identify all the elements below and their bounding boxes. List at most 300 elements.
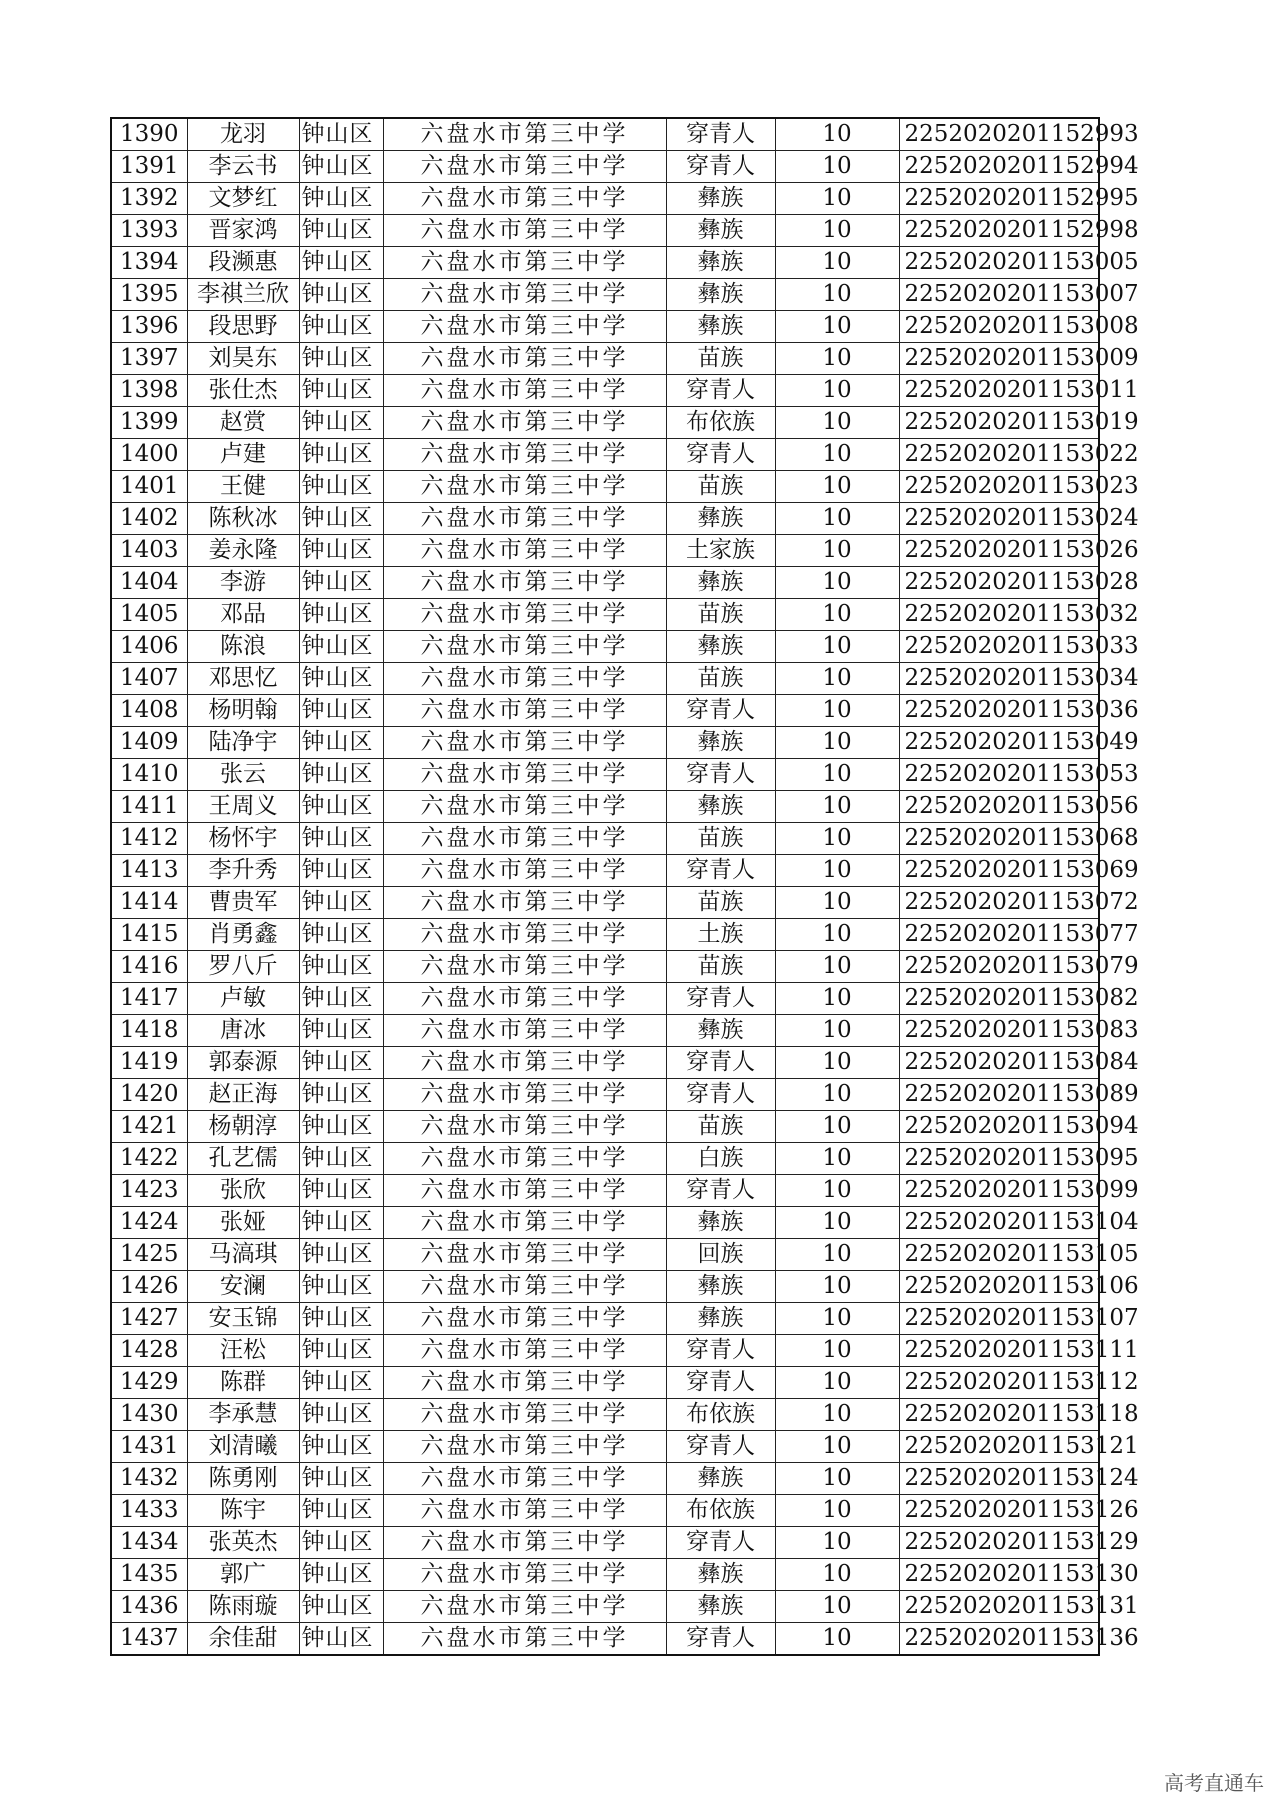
grade-cell: 10 — [775, 855, 899, 887]
district-cell: 钟山区 — [299, 855, 383, 887]
school-name-cell: 六盘水市第三中学 — [383, 375, 666, 407]
table-row — [111, 183, 1099, 215]
exam-id-cell: 2252020201153023 — [899, 471, 1099, 503]
school-name-cell: 六盘水市第三中学 — [383, 503, 666, 535]
district-cell: 钟山区 — [299, 151, 383, 183]
table-row — [111, 535, 1099, 567]
district-cell: 钟山区 — [299, 983, 383, 1015]
school-name-cell: 六盘水市第三中学 — [383, 1111, 666, 1143]
student-name-cell: 段思野 — [187, 311, 299, 343]
table-row — [111, 791, 1099, 823]
student-name-cell: 马滈琪 — [187, 1239, 299, 1271]
school-name-cell: 六盘水市第三中学 — [383, 1367, 666, 1399]
district-cell: 钟山区 — [299, 1143, 383, 1175]
exam-id-cell: 2252020201153009 — [899, 343, 1099, 375]
grade-cell: 10 — [775, 1015, 899, 1047]
district-cell: 钟山区 — [299, 1463, 383, 1495]
exam-id-cell: 2252020201152994 — [899, 151, 1099, 183]
table-row — [111, 151, 1099, 183]
school-name-cell: 六盘水市第三中学 — [383, 151, 666, 183]
school-name-cell: 六盘水市第三中学 — [383, 759, 666, 791]
student-name-cell: 郭泰源 — [187, 1047, 299, 1079]
exam-id-cell: 2252020201153104 — [899, 1207, 1099, 1239]
school-name-cell: 六盘水市第三中学 — [383, 471, 666, 503]
grade-cell: 10 — [775, 1367, 899, 1399]
student-name-cell: 杨明翰 — [187, 695, 299, 727]
exam-id-cell: 2252020201152993 — [899, 118, 1099, 151]
ethnicity-cell: 穿青人 — [666, 439, 775, 471]
ethnicity-cell: 穿青人 — [666, 1079, 775, 1111]
school-name-cell: 六盘水市第三中学 — [383, 919, 666, 951]
school-name-cell: 六盘水市第三中学 — [383, 791, 666, 823]
table-row — [111, 1111, 1099, 1143]
row-number-cell: 1425 — [111, 1239, 187, 1271]
grade-cell: 10 — [775, 471, 899, 503]
grade-cell: 10 — [775, 887, 899, 919]
grade-cell: 10 — [775, 279, 899, 311]
student-name-cell: 安玉锦 — [187, 1303, 299, 1335]
student-name-cell: 李游 — [187, 567, 299, 599]
ethnicity-cell: 彝族 — [666, 311, 775, 343]
row-number-cell: 1431 — [111, 1431, 187, 1463]
student-name-cell: 陈宇 — [187, 1495, 299, 1527]
roster-body — [111, 118, 1139, 1655]
district-cell: 钟山区 — [299, 599, 383, 631]
table-row — [111, 1303, 1099, 1335]
grade-cell: 10 — [775, 1591, 899, 1623]
student-name-cell: 张欣 — [187, 1175, 299, 1207]
ethnicity-cell: 苗族 — [666, 471, 775, 503]
district-cell: 钟山区 — [299, 343, 383, 375]
grade-cell: 10 — [775, 1175, 899, 1207]
row-number-cell: 1409 — [111, 727, 187, 759]
row-number-cell: 1435 — [111, 1559, 187, 1591]
row-number-cell: 1401 — [111, 471, 187, 503]
ethnicity-cell: 穿青人 — [666, 855, 775, 887]
row-number-cell: 1390 — [111, 118, 187, 151]
table-row — [111, 1079, 1099, 1111]
student-name-cell: 罗八斤 — [187, 951, 299, 983]
table-row — [111, 823, 1099, 855]
table-row — [111, 503, 1099, 535]
row-number-cell: 1406 — [111, 631, 187, 663]
district-cell: 钟山区 — [299, 503, 383, 535]
student-name-cell: 刘昊东 — [187, 343, 299, 375]
ethnicity-cell: 白族 — [666, 1143, 775, 1175]
student-name-cell: 陈雨璇 — [187, 1591, 299, 1623]
school-name-cell: 六盘水市第三中学 — [383, 1079, 666, 1111]
row-number-cell: 1397 — [111, 343, 187, 375]
exam-id-cell: 2252020201153079 — [899, 951, 1099, 983]
row-number-cell: 1428 — [111, 1335, 187, 1367]
school-name-cell: 六盘水市第三中学 — [383, 567, 666, 599]
row-number-cell: 1414 — [111, 887, 187, 919]
grade-cell: 10 — [775, 1271, 899, 1303]
exam-id-cell: 2252020201153089 — [899, 1079, 1099, 1111]
grade-cell: 10 — [775, 1335, 899, 1367]
grade-cell: 10 — [775, 759, 899, 791]
row-number-cell: 1422 — [111, 1143, 187, 1175]
school-name-cell: 六盘水市第三中学 — [383, 1015, 666, 1047]
exam-id-cell: 2252020201153106 — [899, 1271, 1099, 1303]
exam-id-cell: 2252020201153033 — [899, 631, 1099, 663]
ethnicity-cell: 彝族 — [666, 1559, 775, 1591]
row-number-cell: 1434 — [111, 1527, 187, 1559]
district-cell: 钟山区 — [299, 1271, 383, 1303]
ethnicity-cell: 穿青人 — [666, 1335, 775, 1367]
grade-cell: 10 — [775, 919, 899, 951]
student-name-cell: 邓思忆 — [187, 663, 299, 695]
grade-cell: 10 — [775, 567, 899, 599]
student-name-cell: 陈勇刚 — [187, 1463, 299, 1495]
grade-cell: 10 — [775, 375, 899, 407]
ethnicity-cell: 穿青人 — [666, 1175, 775, 1207]
table-row — [111, 1239, 1099, 1271]
table-row — [111, 1495, 1099, 1527]
exam-id-cell: 2252020201153005 — [899, 247, 1099, 279]
student-name-cell: 李升秀 — [187, 855, 299, 887]
student-name-cell: 余佳甜 — [187, 1623, 299, 1656]
school-name-cell: 六盘水市第三中学 — [383, 1175, 666, 1207]
ethnicity-cell: 穿青人 — [666, 118, 775, 151]
row-number-cell: 1408 — [111, 695, 187, 727]
row-number-cell: 1410 — [111, 759, 187, 791]
school-name-cell: 六盘水市第三中学 — [383, 1239, 666, 1271]
school-name-cell: 六盘水市第三中学 — [383, 695, 666, 727]
school-name-cell: 六盘水市第三中学 — [383, 535, 666, 567]
table-row — [111, 439, 1099, 471]
grade-cell: 10 — [775, 1143, 899, 1175]
grade-cell: 10 — [775, 791, 899, 823]
student-name-cell: 陈群 — [187, 1367, 299, 1399]
grade-cell: 10 — [775, 503, 899, 535]
row-number-cell: 1420 — [111, 1079, 187, 1111]
district-cell: 钟山区 — [299, 631, 383, 663]
row-number-cell: 1403 — [111, 535, 187, 567]
exam-id-cell: 2252020201153083 — [899, 1015, 1099, 1047]
school-name-cell: 六盘水市第三中学 — [383, 663, 666, 695]
student-name-cell: 曹贵军 — [187, 887, 299, 919]
district-cell: 钟山区 — [299, 695, 383, 727]
table-row — [111, 1527, 1099, 1559]
school-name-cell: 六盘水市第三中学 — [383, 183, 666, 215]
grade-cell: 10 — [775, 1463, 899, 1495]
row-number-cell: 1412 — [111, 823, 187, 855]
ethnicity-cell: 彝族 — [666, 1015, 775, 1047]
table-row — [111, 118, 1099, 151]
district-cell: 钟山区 — [299, 439, 383, 471]
table-row — [111, 631, 1099, 663]
ethnicity-cell: 彝族 — [666, 279, 775, 311]
table-row — [111, 1207, 1099, 1239]
exam-id-cell: 2252020201153136 — [899, 1623, 1099, 1656]
ethnicity-cell: 穿青人 — [666, 1431, 775, 1463]
table-row — [111, 663, 1099, 695]
grade-cell: 10 — [775, 407, 899, 439]
table-row — [111, 471, 1099, 503]
exam-id-cell: 2252020201152998 — [899, 215, 1099, 247]
grade-cell: 10 — [775, 151, 899, 183]
school-name-cell: 六盘水市第三中学 — [383, 439, 666, 471]
grade-cell: 10 — [775, 1431, 899, 1463]
grade-cell: 10 — [775, 535, 899, 567]
exam-id-cell: 2252020201153077 — [899, 919, 1099, 951]
district-cell: 钟山区 — [299, 951, 383, 983]
student-name-cell: 龙羽 — [187, 118, 299, 151]
exam-id-cell: 2252020201153124 — [899, 1463, 1099, 1495]
grade-cell: 10 — [775, 983, 899, 1015]
row-number-cell: 1419 — [111, 1047, 187, 1079]
exam-id-cell: 2252020201153056 — [899, 791, 1099, 823]
district-cell: 钟山区 — [299, 1047, 383, 1079]
exam-id-cell: 2252020201153121 — [899, 1431, 1099, 1463]
table-row — [111, 1399, 1099, 1431]
exam-id-cell: 2252020201153032 — [899, 599, 1099, 631]
student-name-cell: 文梦红 — [187, 183, 299, 215]
student-name-cell: 张云 — [187, 759, 299, 791]
grade-cell: 10 — [775, 311, 899, 343]
district-cell: 钟山区 — [299, 1367, 383, 1399]
exam-id-cell: 2252020201153053 — [899, 759, 1099, 791]
grade-cell: 10 — [775, 247, 899, 279]
table-row — [111, 983, 1099, 1015]
ethnicity-cell: 彝族 — [666, 503, 775, 535]
exam-id-cell: 2252020201153019 — [899, 407, 1099, 439]
student-name-cell: 王周义 — [187, 791, 299, 823]
grade-cell: 10 — [775, 118, 899, 151]
grade-cell: 10 — [775, 1623, 899, 1656]
row-number-cell: 1391 — [111, 151, 187, 183]
exam-id-cell: 2252020201153082 — [899, 983, 1099, 1015]
grade-cell: 10 — [775, 1079, 899, 1111]
student-name-cell: 赵正海 — [187, 1079, 299, 1111]
row-number-cell: 1417 — [111, 983, 187, 1015]
student-name-cell: 李祺兰欣 — [187, 279, 299, 311]
school-name-cell: 六盘水市第三中学 — [383, 1047, 666, 1079]
exam-id-cell: 2252020201153094 — [899, 1111, 1099, 1143]
grade-cell: 10 — [775, 1207, 899, 1239]
ethnicity-cell: 土族 — [666, 919, 775, 951]
school-name-cell: 六盘水市第三中学 — [383, 1303, 666, 1335]
grade-cell: 10 — [775, 1495, 899, 1527]
table-row — [111, 1431, 1099, 1463]
district-cell: 钟山区 — [299, 1431, 383, 1463]
row-number-cell: 1416 — [111, 951, 187, 983]
district-cell: 钟山区 — [299, 919, 383, 951]
ethnicity-cell: 穿青人 — [666, 759, 775, 791]
district-cell: 钟山区 — [299, 887, 383, 919]
row-number-cell: 1424 — [111, 1207, 187, 1239]
district-cell: 钟山区 — [299, 215, 383, 247]
student-name-cell: 卢建 — [187, 439, 299, 471]
ethnicity-cell: 穿青人 — [666, 1623, 775, 1656]
exam-id-cell: 2252020201153129 — [899, 1527, 1099, 1559]
ethnicity-cell: 穿青人 — [666, 1047, 775, 1079]
district-cell: 钟山区 — [299, 1111, 383, 1143]
ethnicity-cell: 穿青人 — [666, 1367, 775, 1399]
row-number-cell: 1394 — [111, 247, 187, 279]
grade-cell: 10 — [775, 695, 899, 727]
school-name-cell: 六盘水市第三中学 — [383, 1591, 666, 1623]
student-name-cell: 赵赏 — [187, 407, 299, 439]
school-name-cell: 六盘水市第三中学 — [383, 247, 666, 279]
row-number-cell: 1399 — [111, 407, 187, 439]
school-name-cell: 六盘水市第三中学 — [383, 983, 666, 1015]
exam-id-cell: 2252020201153111 — [899, 1335, 1099, 1367]
ethnicity-cell: 苗族 — [666, 599, 775, 631]
school-name-cell: 六盘水市第三中学 — [383, 951, 666, 983]
ethnicity-cell: 回族 — [666, 1239, 775, 1271]
grade-cell: 10 — [775, 343, 899, 375]
ethnicity-cell: 穿青人 — [666, 983, 775, 1015]
table-row — [111, 1015, 1099, 1047]
ethnicity-cell: 布依族 — [666, 1495, 775, 1527]
ethnicity-cell: 彝族 — [666, 631, 775, 663]
table-row — [111, 1047, 1099, 1079]
grade-cell: 10 — [775, 663, 899, 695]
student-name-cell: 陈秋冰 — [187, 503, 299, 535]
district-cell: 钟山区 — [299, 118, 383, 151]
exam-id-cell: 2252020201153112 — [899, 1367, 1099, 1399]
school-name-cell: 六盘水市第三中学 — [383, 343, 666, 375]
district-cell: 钟山区 — [299, 183, 383, 215]
ethnicity-cell: 彝族 — [666, 215, 775, 247]
row-number-cell: 1404 — [111, 567, 187, 599]
exam-id-cell: 2252020201153022 — [899, 439, 1099, 471]
grade-cell: 10 — [775, 727, 899, 759]
student-name-cell: 晋家鸿 — [187, 215, 299, 247]
table-row — [111, 567, 1099, 599]
student-name-cell: 陈浪 — [187, 631, 299, 663]
table-row — [111, 951, 1099, 983]
ethnicity-cell: 彝族 — [666, 1463, 775, 1495]
ethnicity-cell: 苗族 — [666, 887, 775, 919]
grade-cell: 10 — [775, 215, 899, 247]
table-row — [111, 1463, 1099, 1495]
ethnicity-cell: 穿青人 — [666, 151, 775, 183]
table-row — [111, 375, 1099, 407]
table-row — [111, 311, 1099, 343]
row-number-cell: 1433 — [111, 1495, 187, 1527]
table-row — [111, 1335, 1099, 1367]
student-name-cell: 孔艺儒 — [187, 1143, 299, 1175]
ethnicity-cell: 彝族 — [666, 791, 775, 823]
table-row — [111, 695, 1099, 727]
table-row — [111, 215, 1099, 247]
school-name-cell: 六盘水市第三中学 — [383, 1623, 666, 1656]
row-number-cell: 1395 — [111, 279, 187, 311]
table-row — [111, 1559, 1099, 1591]
ethnicity-cell: 彝族 — [666, 1303, 775, 1335]
student-name-cell: 肖勇鑫 — [187, 919, 299, 951]
school-name-cell: 六盘水市第三中学 — [383, 1143, 666, 1175]
school-name-cell: 六盘水市第三中学 — [383, 407, 666, 439]
table-row — [111, 279, 1099, 311]
row-number-cell: 1411 — [111, 791, 187, 823]
district-cell: 钟山区 — [299, 1207, 383, 1239]
district-cell: 钟山区 — [299, 1079, 383, 1111]
ethnicity-cell: 土家族 — [666, 535, 775, 567]
ethnicity-cell: 布依族 — [666, 1399, 775, 1431]
district-cell: 钟山区 — [299, 1303, 383, 1335]
watermark: 高考直通车 — [1164, 1771, 1264, 1795]
exam-id-cell: 2252020201153049 — [899, 727, 1099, 759]
grade-cell: 10 — [775, 951, 899, 983]
grade-cell: 10 — [775, 1303, 899, 1335]
school-name-cell: 六盘水市第三中学 — [383, 727, 666, 759]
school-name-cell: 六盘水市第三中学 — [383, 1559, 666, 1591]
exam-id-cell: 2252020201153034 — [899, 663, 1099, 695]
grade-cell: 10 — [775, 439, 899, 471]
ethnicity-cell: 彝族 — [666, 567, 775, 599]
exam-id-cell: 2252020201153026 — [899, 535, 1099, 567]
district-cell: 钟山区 — [299, 471, 383, 503]
row-number-cell: 1402 — [111, 503, 187, 535]
student-roster-table — [110, 117, 1139, 1656]
student-name-cell: 邓品 — [187, 599, 299, 631]
grade-cell: 10 — [775, 1399, 899, 1431]
exam-id-cell: 2252020201153024 — [899, 503, 1099, 535]
student-name-cell: 王健 — [187, 471, 299, 503]
exam-id-cell: 2252020201153118 — [899, 1399, 1099, 1431]
row-number-cell: 1432 — [111, 1463, 187, 1495]
table-row — [111, 759, 1099, 791]
table-row — [111, 1175, 1099, 1207]
school-name-cell: 六盘水市第三中学 — [383, 1431, 666, 1463]
student-name-cell: 李云书 — [187, 151, 299, 183]
student-name-cell: 安澜 — [187, 1271, 299, 1303]
school-name-cell: 六盘水市第三中学 — [383, 599, 666, 631]
exam-id-cell: 2252020201153084 — [899, 1047, 1099, 1079]
table-row — [111, 1591, 1099, 1623]
ethnicity-cell: 彝族 — [666, 1207, 775, 1239]
row-number-cell: 1396 — [111, 311, 187, 343]
row-number-cell: 1427 — [111, 1303, 187, 1335]
exam-id-cell: 2252020201153007 — [899, 279, 1099, 311]
exam-id-cell: 2252020201153069 — [899, 855, 1099, 887]
row-number-cell: 1423 — [111, 1175, 187, 1207]
row-number-cell: 1437 — [111, 1623, 187, 1656]
row-number-cell: 1393 — [111, 215, 187, 247]
row-number-cell: 1430 — [111, 1399, 187, 1431]
ethnicity-cell: 苗族 — [666, 823, 775, 855]
row-number-cell: 1392 — [111, 183, 187, 215]
grade-cell: 10 — [775, 1559, 899, 1591]
school-name-cell: 六盘水市第三中学 — [383, 118, 666, 151]
row-number-cell: 1413 — [111, 855, 187, 887]
district-cell: 钟山区 — [299, 407, 383, 439]
grade-cell: 10 — [775, 823, 899, 855]
table-row — [111, 1367, 1099, 1399]
school-name-cell: 六盘水市第三中学 — [383, 1495, 666, 1527]
table-row — [111, 919, 1099, 951]
exam-id-cell: 2252020201153068 — [899, 823, 1099, 855]
row-number-cell: 1426 — [111, 1271, 187, 1303]
table-row — [111, 855, 1099, 887]
district-cell: 钟山区 — [299, 567, 383, 599]
grade-cell: 10 — [775, 599, 899, 631]
row-number-cell: 1400 — [111, 439, 187, 471]
ethnicity-cell: 穿青人 — [666, 1527, 775, 1559]
student-name-cell: 张英杰 — [187, 1527, 299, 1559]
exam-id-cell: 2252020201153105 — [899, 1239, 1099, 1271]
table-row — [111, 887, 1099, 919]
ethnicity-cell: 苗族 — [666, 343, 775, 375]
school-name-cell: 六盘水市第三中学 — [383, 823, 666, 855]
table-row — [111, 727, 1099, 759]
ethnicity-cell: 彝族 — [666, 1591, 775, 1623]
district-cell: 钟山区 — [299, 247, 383, 279]
